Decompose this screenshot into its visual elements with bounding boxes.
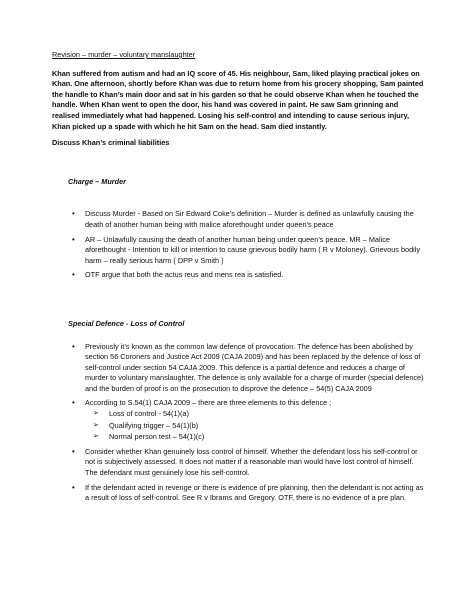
case-facts-paragraph: Khan suffered from autism and had an IQ score of 45. His neighbour, Sam, liked playing practical jokes on Khan. One afternoon, shortly before Khan was due to return home from his grocery shopping, Sam painted the handle to Khan’s main door and sat in his garden so that he could observe Khan when he touched the handle. When Khan went to open the door, his hand was covered in paint. He saw Sam grinning and realised immediately what had happened. Losing his self-control and intending to cause serious injury, Khan picked up a spade with which he hit Sam on the head. Sam died instantly. [52, 68, 424, 131]
elements-sublist [85, 409, 424, 443]
charge-bullet-list [52, 209, 424, 281]
question-line: Discuss Khan’s criminal liabilities [52, 138, 170, 148]
defence-bullet-list [52, 342, 424, 504]
section-heading-charge: Charge – Murder [68, 176, 126, 186]
section-heading-defence: Special Defence - Loss of Control [68, 318, 185, 328]
bullet-item: • Consider whether Khan genuinely loss control of himself. Whether the defendant loss his self-control or not is subjectively assessed. It does not matter if a reasonable man would have lost control of himself. The defendant must genuinely lose his self-control. [52, 447, 424, 479]
document-body [52, 50, 424, 508]
document-title: Revision – murder – voluntary manslaughter [52, 50, 196, 59]
sub-item: ➢ Loss of control - 54(1)(a) [85, 409, 424, 420]
bullet-item: • Discuss Murder - Based on Sir Edward Coke’s definition – Murder is defined as unlawfully causing the death of another human being with malice aforethought under queen’s peace [52, 209, 424, 230]
sub-item: ➢ Normal person test – 54(1)(c) [85, 432, 424, 443]
bullet-item: • AR – Unlawfully causing the death of another human being under queen’s peace. MR – Malice aforethought - Intention to kill or intention to cause grievous bodily harm ( R v Moloney). Grievous bodily harm – really serious harm ( DPP v Smith ) [52, 235, 424, 267]
bullet-item: • Previously it’s known as the common law defence of provocation. The defence has been abolished by section 56 Coroners and Justice Act 2009 (CAJA 2009) and has been replaced by the defence of loss of self-control under section 54 CAJA 2009. This defence is a partial defence and reduces a charge of murder to voluntary manslaughter. The defence is only available for a charge of murder (special defence) and the burden of proof is on the prosecution to disprove the defence – 54(5) CAJA 2009 [52, 342, 424, 395]
bullet-item: • OTF argue that both the actus reus and mens rea is satisfied. [52, 270, 424, 281]
bullet-item-elements [52, 398, 424, 442]
bullet-text: According to S.54(1) CAJA 2009 – there are three elements to this defence ; [85, 398, 332, 408]
bullet-item: • If the defendant acted in revenge or there is evidence of pre planning, then the defendant is not acting as a result of loss of self-control. See R v Ibrams and Gregory. OTF, there is no evidence of a pre plan. [52, 483, 424, 504]
sub-item: ➢ Qualifying trigger – 54(1)(b) [85, 421, 424, 432]
